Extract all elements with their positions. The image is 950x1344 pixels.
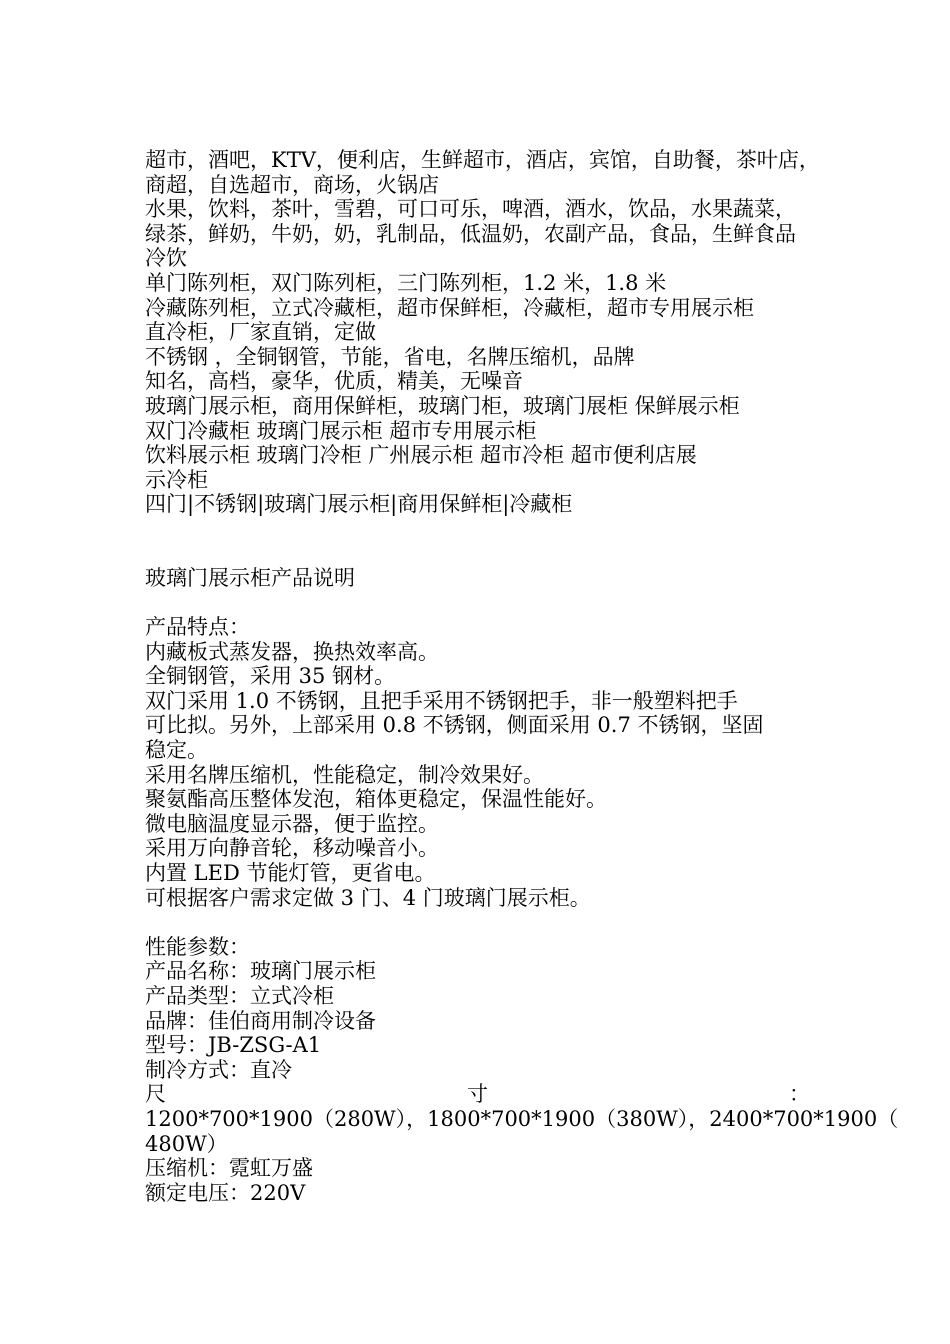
spec-line: 制冷方式：直冷 (145, 1057, 292, 1082)
keyword-line: 冷饮 (145, 246, 187, 271)
keyword-line: 饮料展示柜 玻璃门冷柜 广州展示柜 超市冷柜 超市便利店展 (145, 443, 697, 468)
feature-line: 可根据客户需求定做 3 门、4 门玻璃门展示柜。 (145, 885, 591, 910)
keyword-line: 知名，高档，豪华，优质，精美，无噪音 (145, 369, 523, 394)
keyword-line: 单门陈列柜，双门陈列柜，三门陈列柜，1.2 米，1.8 米 (145, 270, 667, 295)
specs-heading: 性能参数： (145, 934, 250, 959)
spec-line: 产品名称：玻璃门展示柜 (145, 959, 376, 984)
feature-line: 采用万向静音轮，移动噪音小。 (145, 836, 439, 861)
feature-line: 稳定。 (145, 738, 208, 763)
keyword-line: 双门冷藏柜 玻璃门展示柜 超市专用展示柜 (145, 418, 537, 443)
feature-line: 采用名牌压缩机，性能稳定，制冷效果好。 (145, 762, 544, 787)
keyword-line: 不锈钢 ，全铜钢管，节能，省电，名牌压缩机，品牌 (145, 344, 635, 369)
keyword-line: 超市，酒吧，KTV，便利店，生鲜超市，酒店，宾馆，自助餐，茶叶店， (145, 148, 820, 172)
feature-line: 聚氨酯高压整体发泡，箱体更稳定，保温性能好。 (145, 787, 607, 812)
feature-line: 内置 LED 节能灯管，更省电。 (145, 861, 436, 886)
keyword-line: 直冷柜，厂家直销，定做 (145, 320, 376, 345)
feature-line: 双门采用 1.0 不锈钢，且把手采用不锈钢把手，非一般塑料把手 (145, 688, 738, 713)
specs-section (145, 934, 899, 1206)
feature-line: 内藏板式蒸发器，换热效率高。 (145, 639, 439, 664)
size-label-part: 寸 (467, 1082, 488, 1107)
keyword-block (145, 148, 820, 517)
features-heading: 产品特点： (145, 615, 250, 640)
document-page (145, 148, 899, 1205)
section-title: 玻璃门展示柜产品说明 (145, 565, 355, 590)
keyword-line: 示冷柜 (145, 467, 208, 492)
keyword-line: 玻璃门展示柜，商用保鲜柜，玻璃门柜，玻璃门展柜 保鲜展示柜 (145, 393, 740, 418)
size-label-row (145, 1082, 810, 1107)
spec-line: 压缩机：霓虹万盛 (145, 1156, 313, 1181)
spec-line: 额定电压：220V (145, 1180, 306, 1205)
spec-line: 产品类型：立式冷柜 (145, 984, 334, 1008)
feature-line: 微电脑温度显示器，便于监控。 (145, 811, 439, 836)
keyword-line: 冷藏陈列柜，立式冷藏柜，超市保鲜柜，冷藏柜，超市专用展示柜 (145, 295, 754, 320)
size-label-part: 尺 (145, 1082, 166, 1107)
keyword-line: 商超，自选超市，商场，火锅店 (145, 172, 439, 197)
size-values-line: 480W） (145, 1131, 228, 1156)
spec-line: 品牌：佳伯商用制冷设备 (145, 1008, 376, 1033)
features-section (145, 615, 810, 910)
feature-line: 全铜钢管，采用 35 钢材。 (145, 664, 396, 689)
keyword-line: 水果，饮料，茶叶，雪碧，可口可乐，啤酒，酒水，饮品，水果蔬菜， (145, 197, 796, 222)
size-values-line: 1200*700*1900（280W），1800*700*1900（380W），2400*700*1900（ (145, 1106, 899, 1131)
feature-line: 可比拟。另外，上部采用 0.8 不锈钢，侧面采用 0.7 不锈钢，坚固 (145, 713, 764, 738)
spec-line: 型号：JB-ZSG-A1 (145, 1033, 322, 1058)
keyword-line: 四门|不锈钢|玻璃门展示柜|商用保鲜柜|冷藏柜 (145, 492, 573, 517)
size-label-colon: ： (789, 1082, 810, 1107)
keyword-line: 绿茶，鲜奶，牛奶，奶，乳制品，低温奶，农副产品，食品，生鲜食品 (145, 221, 796, 246)
